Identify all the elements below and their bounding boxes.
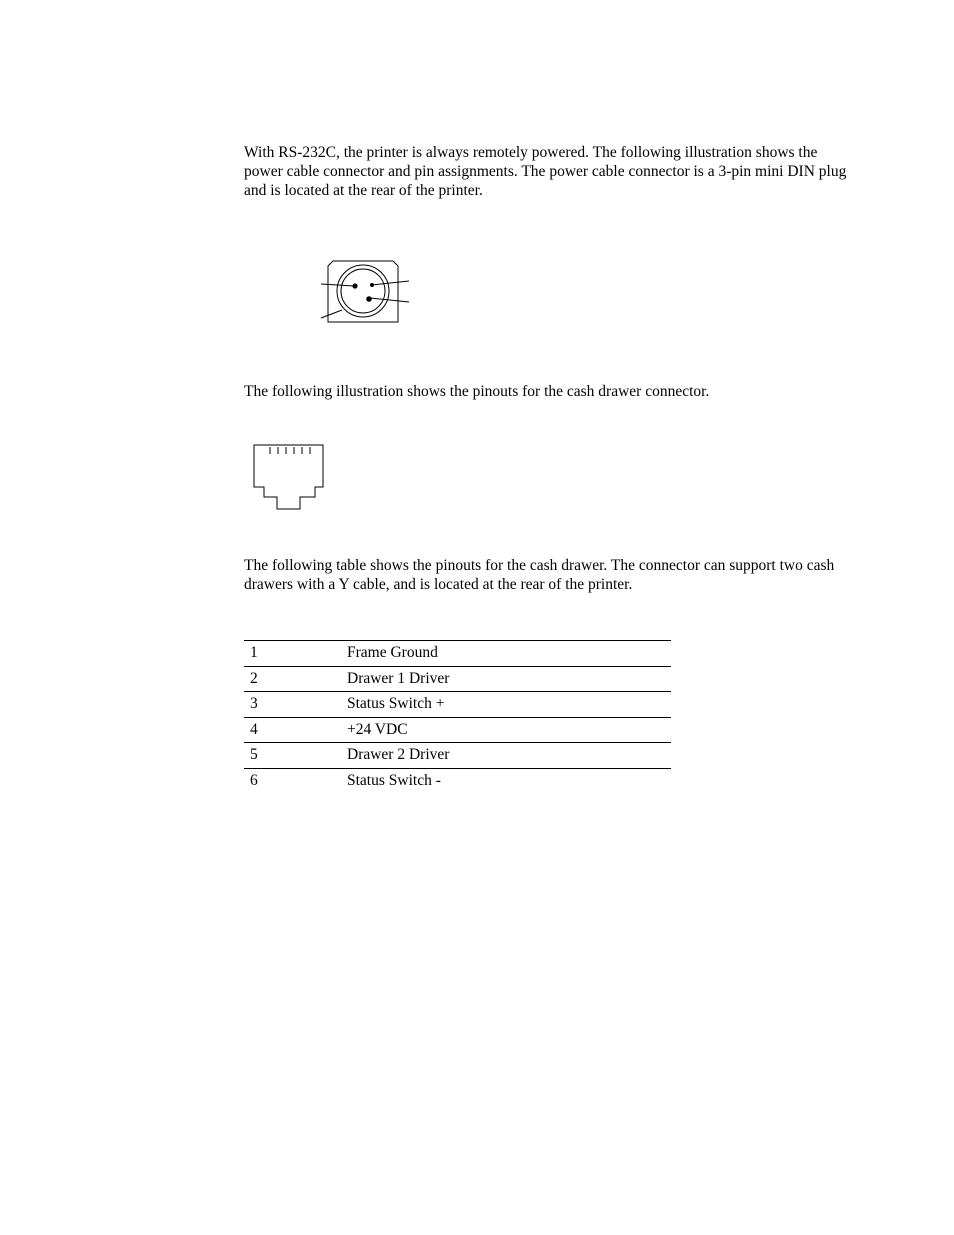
pin-signal: +24 VDC	[347, 717, 671, 743]
pin-dot	[366, 296, 372, 302]
connector-outer-ring	[337, 265, 389, 317]
pin-signal: Status Switch +	[347, 692, 671, 718]
pin-number: 1	[244, 641, 347, 667]
cash-drawer-pinout-table	[244, 640, 671, 793]
pin-number: 2	[244, 666, 347, 692]
drawer-connector-description: The following illustration shows the pinouts for the cash drawer connector.	[244, 383, 710, 400]
connector-inner-ring	[341, 269, 385, 313]
pin-signal: Frame Ground	[347, 641, 671, 667]
table-row	[244, 666, 671, 692]
power-cable-connector-diagram	[316, 258, 412, 328]
table-row	[244, 641, 671, 667]
pin-signal: Drawer 2 Driver	[347, 743, 671, 769]
pin-dot	[352, 283, 357, 288]
pin-signal: Drawer 1 Driver	[347, 666, 671, 692]
table-row	[244, 768, 671, 793]
pin-number: 6	[244, 768, 347, 793]
pin-number: 4	[244, 717, 347, 743]
pin-leader-line	[372, 281, 409, 285]
pin-signal: Status Switch -	[347, 768, 671, 793]
pin-leader-line	[370, 298, 409, 302]
pin-dot	[370, 283, 374, 287]
pin-number: 3	[244, 692, 347, 718]
cash-drawer-connector-diagram	[252, 443, 326, 513]
pin-leader-line	[321, 310, 342, 318]
drawer-table-description: The following table shows the pinouts for the cash drawer. The connector can support two cash drawers with a Y cable, and is located at the rear of the printer.	[244, 557, 835, 593]
rj-jack-outline	[254, 445, 323, 509]
table-row	[244, 717, 671, 743]
pin-number: 5	[244, 743, 347, 769]
table-row	[244, 743, 671, 769]
table-row	[244, 692, 671, 718]
power-connector-description: With RS-232C, the printer is always remotely powered. The following illustration shows the power cable connector and pin assignments. The power cable connector is a 3-pin mini DIN plug and is located at the rear of the printer.	[244, 144, 847, 199]
